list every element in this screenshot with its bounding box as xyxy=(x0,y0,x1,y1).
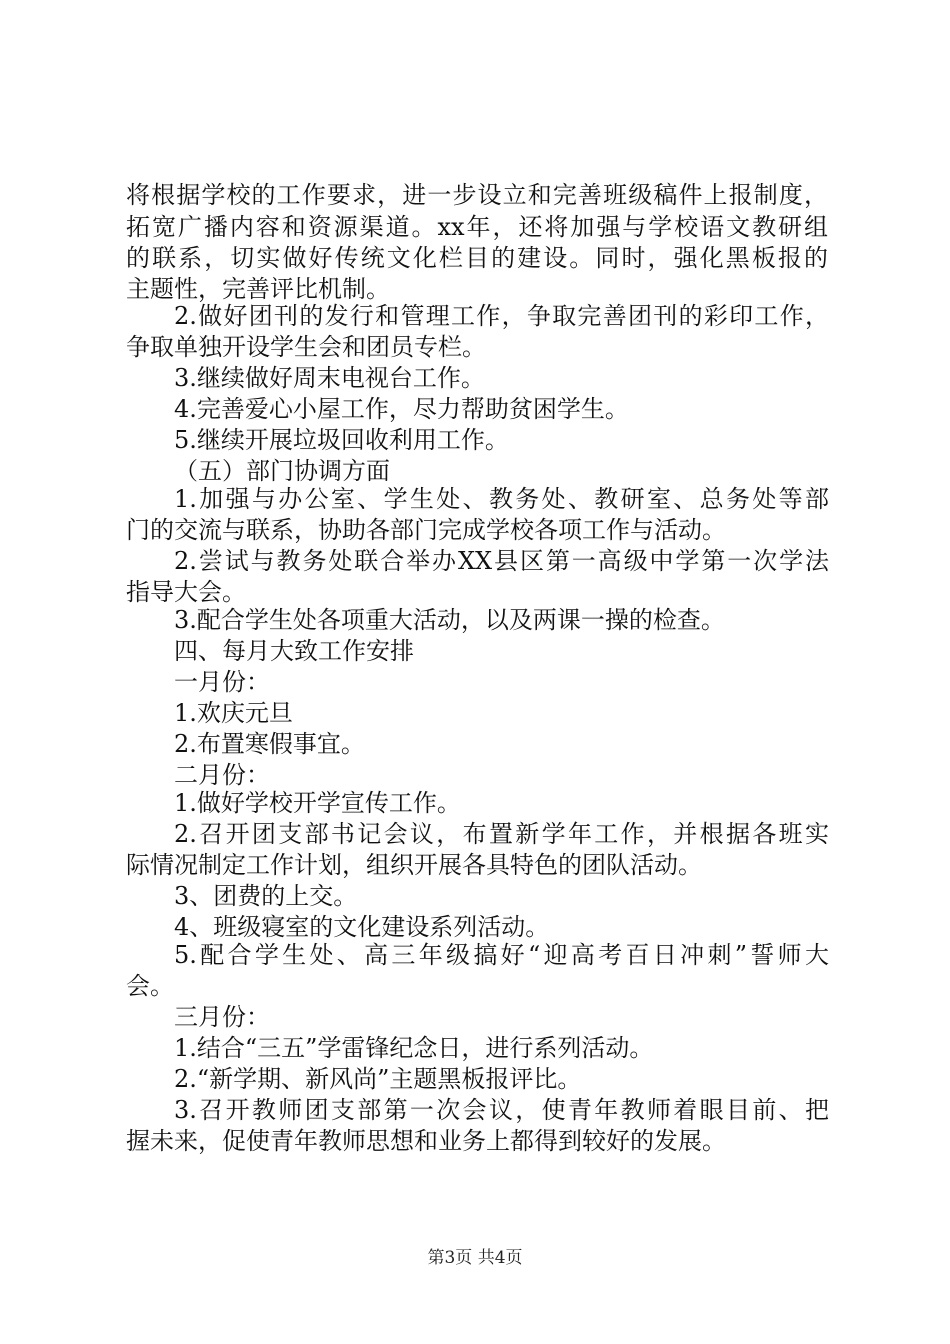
body-line: 5.配合学生处、高三年级搞好“迎高考百日冲刺”誓师大 xyxy=(174,941,829,969)
body-line: 2.召开团支部书记会议，布置新学年工作，并根据各班实 xyxy=(174,820,829,848)
body-line: 4.完善爱心小屋工作，尽力帮助贫困学生。 xyxy=(174,395,629,423)
body-line: 2.尝试与教务处联合举办XX县区第一高级中学第一次学法 xyxy=(174,547,829,575)
body-line: 4、班级寝室的文化建设系列活动。 xyxy=(174,913,550,941)
body-line: 2.“新学期、新风尚”主题黑板报评比。 xyxy=(174,1065,582,1093)
body-line: 主题性，完善评比机制。 xyxy=(126,275,390,303)
month-heading: 一月份： xyxy=(174,668,270,696)
body-line: 1.欢庆元旦 xyxy=(174,699,293,727)
body-line: 3.继续做好周末电视台工作。 xyxy=(174,364,485,392)
body-line: 3.召开教师团支部第一次会议，使青年教师着眼目前、把 xyxy=(174,1096,829,1124)
body-line: 门的交流与联系，协助各部门完成学校各项工作与活动。 xyxy=(126,516,726,544)
body-line: 5.继续开展垃圾回收利用工作。 xyxy=(174,426,509,454)
month-heading: 三月份： xyxy=(174,1003,270,1031)
body-line: 指导大会。 xyxy=(126,578,246,606)
section-heading: 四、每月大致工作安排 xyxy=(174,637,414,665)
body-line: 将根据学校的工作要求，进一步设立和完善班级稿件上报制度， xyxy=(126,181,828,209)
page-number-footer: 第3页 共4页 xyxy=(427,1248,523,1268)
body-line: 拓宽广播内容和资源渠道。xx年，还将加强与学校语文教研组 xyxy=(126,213,828,241)
body-line: 2.布置寒假事宜。 xyxy=(174,730,365,758)
body-line: 握未来，促使青年教师思想和业务上都得到较好的发展。 xyxy=(126,1127,726,1155)
section-heading: （五）部门协调方面 xyxy=(174,457,390,485)
body-line: 1.加强与办公室、学生处、教务处、教研室、总务处等部 xyxy=(174,485,829,513)
body-line: 1.做好学校开学宣传工作。 xyxy=(174,789,461,817)
body-line: 际情况制定工作计划，组织开展各具特色的团队活动。 xyxy=(126,851,702,879)
body-line: 1.结合“三五”学雷锋纪念日，进行系列活动。 xyxy=(174,1034,654,1062)
body-line: 的联系，切实做好传统文化栏目的建设。同时，强化黑板报的 xyxy=(126,244,828,272)
body-line: 3.配合学生处各项重大活动，以及两课一操的检查。 xyxy=(174,606,725,634)
body-line: 3、团费的上交。 xyxy=(174,882,358,910)
body-line: 2.做好团刊的发行和管理工作，争取完善团刊的彩印工作， xyxy=(174,302,829,330)
month-heading: 二月份： xyxy=(174,761,270,789)
body-line: 会。 xyxy=(126,972,174,1000)
body-line: 争取单独开设学生会和团员专栏。 xyxy=(126,333,486,361)
